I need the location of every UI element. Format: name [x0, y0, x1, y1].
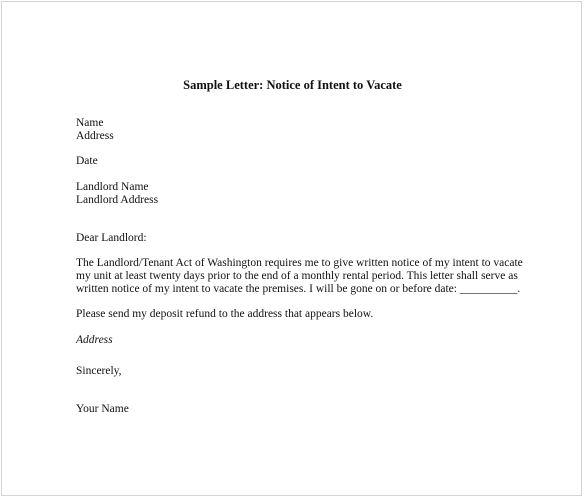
signature-name: Your Name	[76, 403, 129, 415]
document-page	[1, 1, 582, 496]
sender-name: Name	[76, 117, 104, 129]
body-line: written notice of my intent to vacate the premises. I will be gone on or before date: __________.	[76, 283, 521, 295]
deposit-request: Please send my deposit refund to the address that appears below.	[76, 308, 374, 320]
letter-title: Sample Letter: Notice of Intent to Vacate	[183, 78, 402, 92]
sender-address: Address	[76, 130, 114, 142]
salutation: Dear Landlord:	[76, 232, 147, 244]
body-line: my unit at least twenty days prior to the end of a monthly rental period. This letter shall serve as	[76, 270, 518, 282]
body-line: The Landlord/Tenant Act of Washington requires me to give written notice of my intent to vacate	[76, 257, 523, 269]
closing: Sincerely,	[76, 365, 122, 377]
landlord-name: Landlord Name	[76, 181, 149, 193]
body-paragraph	[76, 257, 523, 296]
letter-date: Date	[76, 155, 98, 167]
landlord-address: Landlord Address	[76, 194, 159, 206]
forwarding-address: Address	[76, 334, 113, 346]
sender-block	[76, 117, 114, 143]
landlord-block	[76, 181, 158, 207]
